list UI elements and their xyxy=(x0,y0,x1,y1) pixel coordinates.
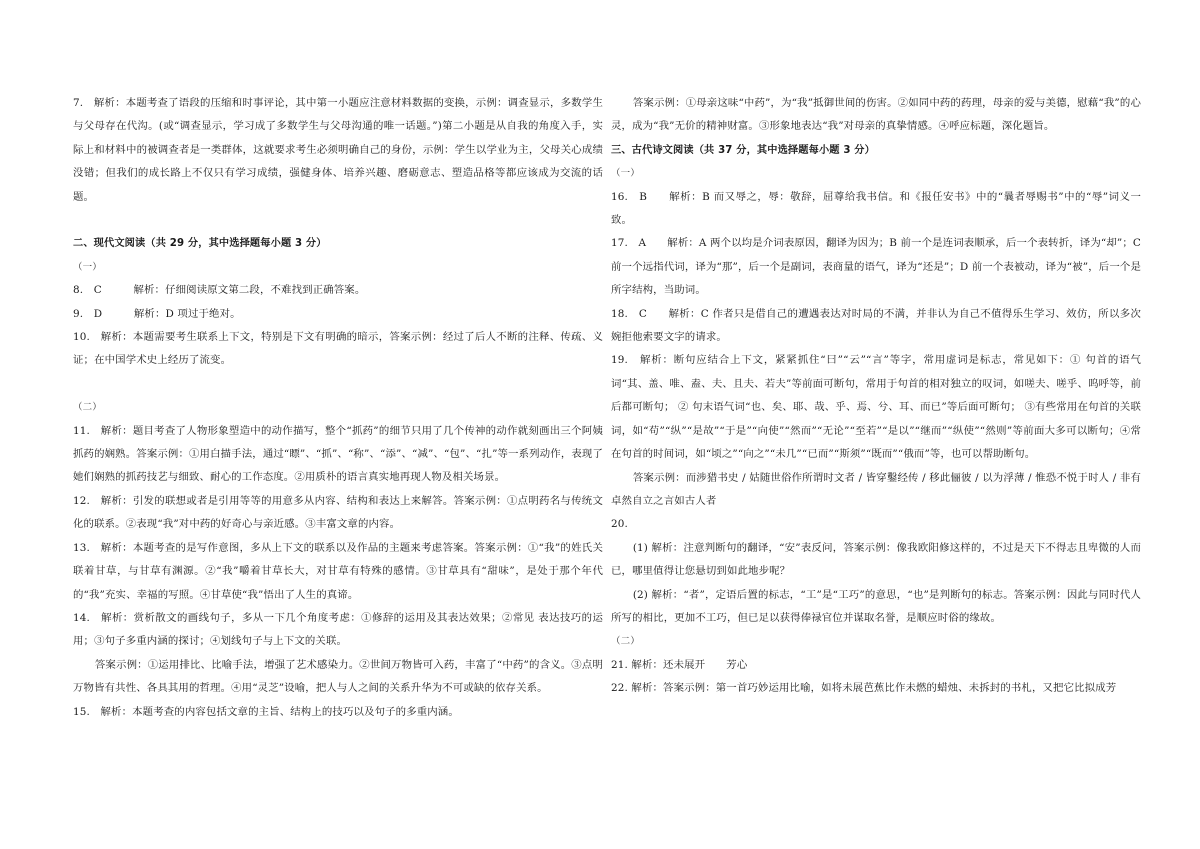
subsection-label: （一） xyxy=(73,261,102,273)
answer-14: 14. 解析：赏析散文的画线句子，多从一下几个角度考虑：①修辞的运用及其表达效果；②常见 表达技巧的运用；③句子多重内涵的探讨；④划线句子与上下文的关联。 xyxy=(73,611,603,648)
right-column xyxy=(611,92,1141,701)
section-heading-classical-reading: 三、古代诗文阅读（共 37 分，其中选择题每小题 3 分） xyxy=(611,144,875,156)
subsection-label: （二） xyxy=(611,636,640,648)
subsection-label: （二） xyxy=(73,402,102,414)
answer-12: 12. 解析：引发的联想或者是引用等等的用意多从内容、结构和表达上来解答。答案示例：①点明药名与传统文化的联系。②表现“我”对中药的好奇心与亲近感。③丰富文章的内容。 xyxy=(73,494,603,531)
answer-18: 18. C 解析：C 作者只是借自己的遭遇表达对时局的不满，并非认为自己不值得乐生学习、效仿，所以多次婉拒他索要文字的请求。 xyxy=(611,307,1141,344)
answer-19-example: 答案示例：而涉猎书史 / 姑随世俗作所谓时文者 / 皆穿鑿经传 / 移此俪彼 / 以为浮薄 / 惟恐不悦于时人 / 非有卓然自立之言如古人者 xyxy=(611,471,1141,507)
section-heading-modern-reading: 二、现代文阅读（共 29 分，其中选择题每小题 3 分） xyxy=(73,238,327,250)
answer-9: 9. D 解析：D 项过于绝对。 xyxy=(73,307,241,320)
answer-8: 8. C 解析：仔细阅读原文第二段，不难找到正确答案。 xyxy=(73,284,366,297)
answer-22: 22. 解析：答案示例：第一首巧妙运用比喻，如将未展芭蕉比作未燃的蜡烛、未拆封的书札，又把它比拟成芳 xyxy=(611,682,1117,695)
answer-20-part-1: (1) 解析：注意判断句的翻译，“安”表反问，答案示例：像我欧阳修这样的，不过是天下不得志且卑微的人而已，哪里值得让您悬切到如此地步呢？ xyxy=(611,541,1141,578)
answer-21: 21. 解析：还未展开 芳心 xyxy=(611,658,748,671)
subsection-label: （一） xyxy=(611,168,640,180)
answer-16: 16. B 解析：B 而又辱之，辱：敬辞，屈尊给我书信。和《报任安书》中的“曩者辱赐书”中的“辱”词义一致。 xyxy=(611,190,1141,227)
left-column xyxy=(73,92,603,724)
answer-15: 15. 解析：本题考查的内容包括文章的主旨、结构上的技巧以及句子的多重内涵。 xyxy=(73,705,459,718)
answer-19: 19. 解析：断句应结合上下文，紧紧抓住“曰”“云”“言”等字，常用虚词是标志，常见如下：① 句首的语气词“其、盖、唯、盍、夫、且夫、若夫”等前面可断句，常用于句首的相对独立的叹词，如嗟夫、嗟乎、呜呼等，前后都可断句； ② 句末语气词“也、矣、耶、哉、乎、焉、兮、耳、而已”等后面可断句； ③有些常用在句首的关联词，如“苟”“纵”“是故”“于是”“向使”“然而”“无论”“至若”“是以”“继而”“纵使”“然则”等前面大多可以断句；④常在句首的时间词，如“顷之”“向之”“未几”“已而”“斯须”“既而”“俄而”等，也可以帮助断句。 xyxy=(611,354,1141,461)
answer-20-part-2: (2) 解析：“者”，定语后置的标志，“工”是“工巧”的意思，“也”是判断句的标志。答案示例：因此与同时代人所写的相比，更加不工巧，但已足以获得俸禄官位并谋取名誉，是顺应时俗的缘故。 xyxy=(611,588,1141,624)
answer-14-example: 答案示例：①运用排比、比喻手法，增强了艺术感染力。②世间万物皆可入药，丰富了“中药”的含义。③点明万物皆有共性、各具其用的哲理。④用“灵芝”设喻，把人与人之间的关系升华为不可或缺的依存关系。 xyxy=(73,658,603,695)
answer-15-example: 答案示例：①母亲这味“中药”，为“我”抵御世间的伤害。②如同中药的药理，母亲的爱与美德，慰藉“我”的心灵，成为“我”无价的精神财富。③形象地表达“我”对母亲的真挚情感。④呼应标题，深化题旨。 xyxy=(611,97,1141,133)
answer-11: 11. 解析：题目考查了人物形象塑造中的动作描写，整个“抓药”的细节只用了几个传神的动作就刻画出三个阿姨抓药的娴熟。答案示例：①用白描手法，通过“瞟”、“抓”、“称”、“添”、“减”、“包”、“扎”等一系列动作，表现了她们娴熟的抓药技艺与细致、耐心的工作态度。②用质朴的语言真实地再现人物及相关场景。 xyxy=(73,424,603,484)
answer-10: 10. 解析：本题需要考生联系上下文，特别是下文有明确的暗示，答案示例：经过了后人不断的注释、传疏、义证；在中国学术史上经历了流变。 xyxy=(73,331,603,367)
answer-13: 13. 解析：本题考查的是写作意图，多从上下文的联系以及作品的主题来考虑答案。答案示例：①“我”的姓氏关联着甘草，与甘草有渊源。②“我”嚼着甘草长大，对甘草有特殊的感情。③甘草具有“甜味”，是处于那个年代的“我”充实、幸福的写照。④甘草使“我”悟出了人生的真谛。 xyxy=(73,541,603,601)
answer-17: 17. A 解析：A 两个以均是介词表原因，翻译为因为；B 前一个是连词表顺承，后一个表转折，译为“却”；C 前一个远指代词，译为“那”，后一个是副词，表商量的语气，译为“还是”；D 前一个表被动，译为“被”，后一个是所字结构，当助词。 xyxy=(611,237,1141,297)
answer-20: 20. xyxy=(611,518,628,531)
answer-7: 7. 解析：本题考查了语段的压缩和时事评论，其中第一小题应注意材料数据的变换，示例：调查显示，多数学生与父母存在代沟。(或“调查显示，学习成了多数学生与父母沟通的唯一话题。”)第二小题是从自我的角度入手，实际上和材料中的被调查者是一类群体，这就要求考生必须明确自己的身份，示例：学生以学业为主，父母关心成绩没错；但我们的成长路上不仅只有学习成绩，强健身体、培养兴趣、磨砺意志、塑造品格等都应该成为交流的话题。 xyxy=(73,97,603,203)
